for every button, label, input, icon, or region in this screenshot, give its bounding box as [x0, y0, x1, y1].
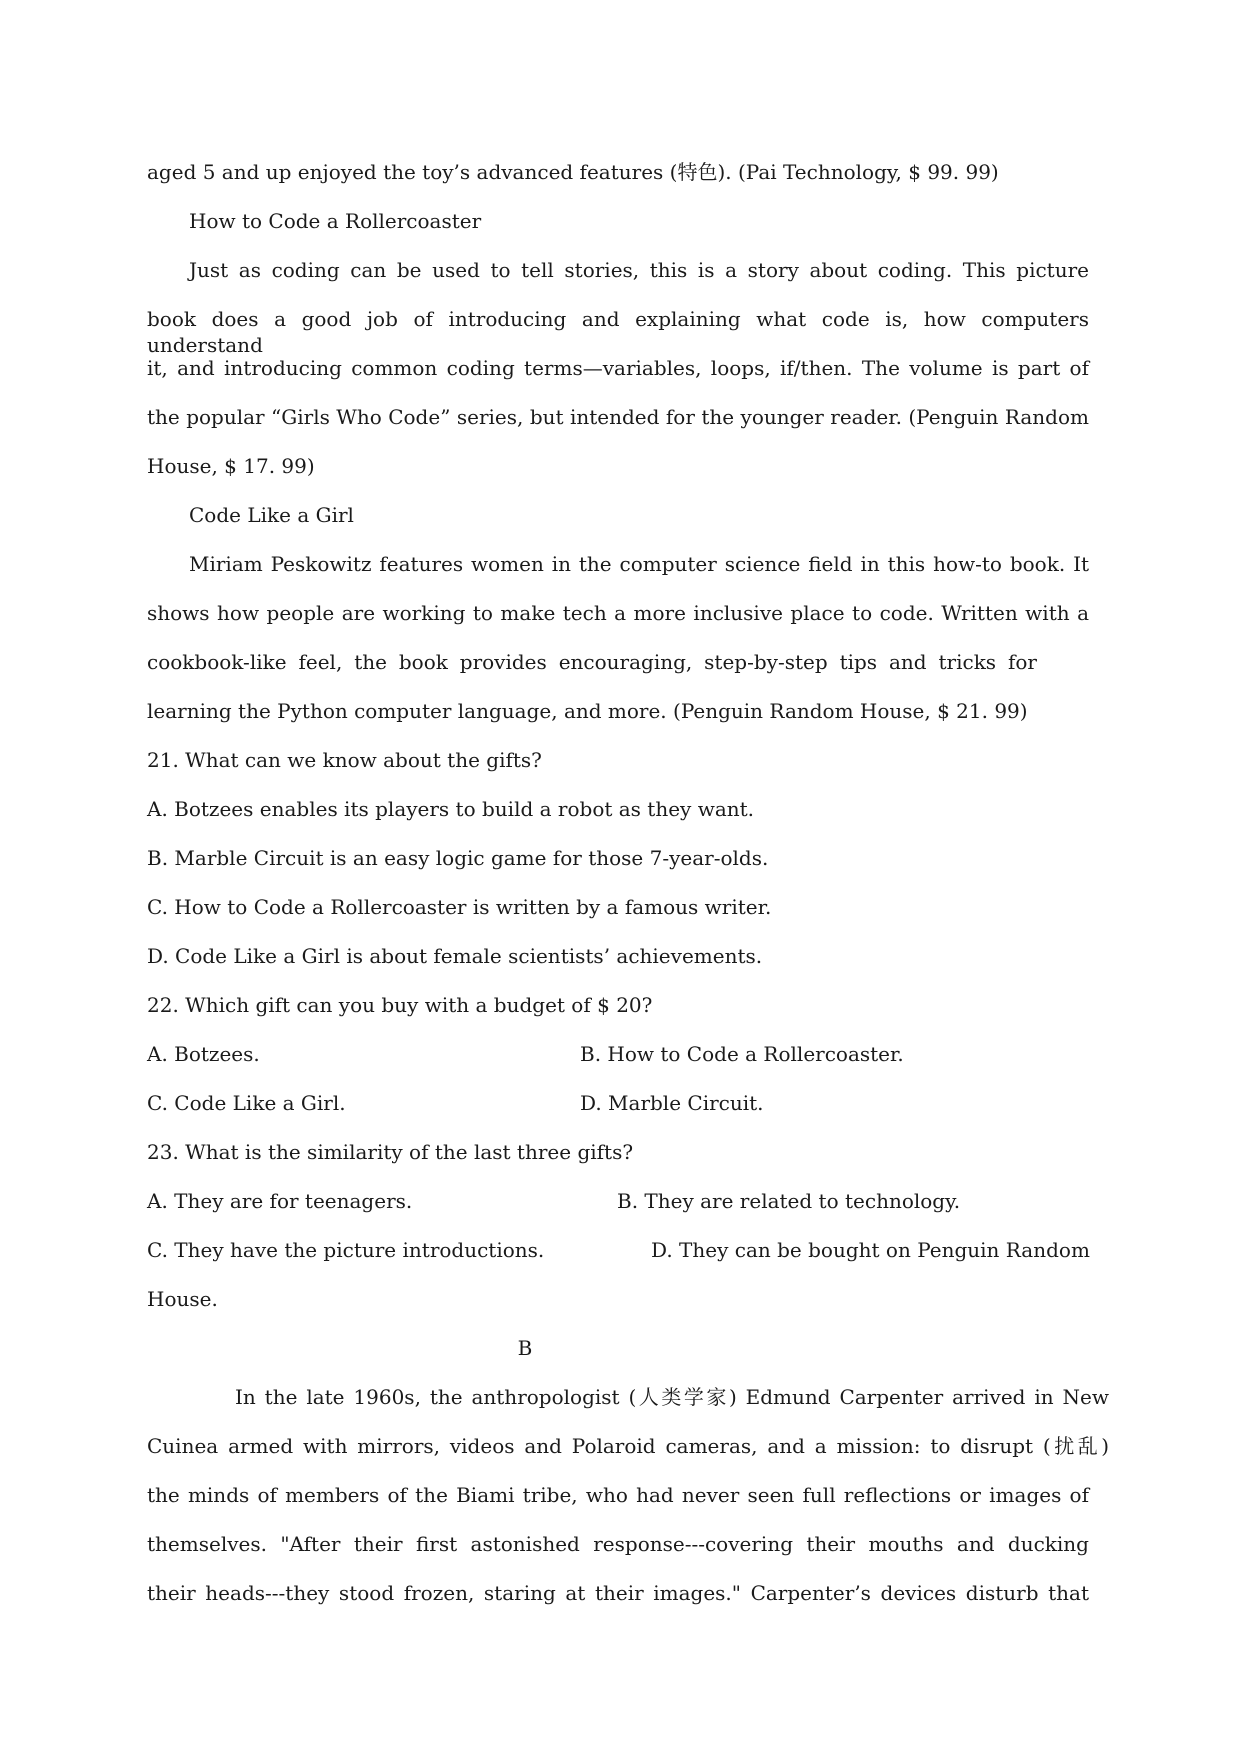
paragraph-line: House, $ 17. 99): [147, 454, 315, 478]
paragraph-line: Miriam Peskowitz features women in the computer science field in this how-to book. It: [189, 552, 1089, 576]
option-c: C. How to Code a Rollercoaster is written by a famous writer.: [147, 895, 772, 919]
question-stem: 23. What is the similarity of the last three gifts?: [147, 1140, 634, 1164]
passage-a-line: aged 5 and up enjoyed the toy’s advanced features (特色). (Pai Technology, $ 99. 99): [147, 160, 999, 184]
option-d: D. Marble Circuit.: [580, 1091, 764, 1115]
option-d: D. Code Like a Girl is about female scientists’ achievements.: [147, 944, 763, 968]
book-title: How to Code a Rollercoaster: [189, 209, 482, 233]
option-b: B. How to Code a Rollercoaster.: [580, 1042, 904, 1066]
paragraph-line: the popular “Girls Who Code” series, but intended for the younger reader. (Penguin Random: [147, 405, 1089, 429]
section-heading: B: [517, 1336, 533, 1360]
option-c: C. They have the picture introductions.: [147, 1238, 545, 1262]
option-a: A. Botzees.: [147, 1042, 260, 1066]
option-b: B. They are related to technology.: [617, 1189, 961, 1213]
option-d-continued: House.: [147, 1287, 218, 1311]
question-stem: 22. Which gift can you buy with a budget of $ 20?: [147, 993, 653, 1017]
paragraph-line: themselves. "After their first astonished response---covering their mouths and ducking: [147, 1532, 1089, 1556]
option-d: D. They can be bought on Penguin Random: [651, 1238, 1090, 1262]
paragraph-line: Just as coding can be used to tell stories, this is a story about coding. This picture: [189, 258, 1089, 282]
option-c: C. Code Like a Girl.: [147, 1091, 346, 1115]
option-a: A. Botzees enables its players to build a robot as they want.: [147, 797, 755, 821]
paragraph-line: their heads---they stood frozen, staring at their images." Carpenter’s devices disturb that: [147, 1581, 1089, 1605]
paragraph-line: In the late 1960s, the anthropologist (人类学家) Edmund Carpenter arrived in New: [235, 1385, 1109, 1409]
question-stem: 21. What can we know about the gifts?: [147, 748, 542, 772]
book-title: Code Like a Girl: [189, 503, 354, 527]
paragraph-line: learning the Python computer language, and more. (Penguin Random House, $ 21. 99): [147, 699, 1028, 723]
paragraph-line: cookbook-like feel, the book provides encouraging, step-by-step tips and tricks for: [147, 650, 1037, 674]
paragraph-line: it, and introducing common coding terms—variables, loops, if/then. The volume is part of: [147, 356, 1089, 380]
paragraph-line: the minds of members of the Biami tribe, who had never seen full reflections or images of: [147, 1483, 1089, 1507]
option-b: B. Marble Circuit is an easy logic game for those 7-year-olds.: [147, 846, 769, 870]
option-a: A. They are for teenagers.: [147, 1189, 413, 1213]
paragraph-line: shows how people are working to make tech a more inclusive place to code. Written with a: [147, 601, 1089, 625]
paragraph-line: Cuinea armed with mirrors, videos and Polaroid cameras, and a mission: to disrupt (扰乱): [147, 1434, 1109, 1458]
paragraph-line: book does a good job of introducing and explaining what code is, how computers understand: [147, 307, 1089, 357]
